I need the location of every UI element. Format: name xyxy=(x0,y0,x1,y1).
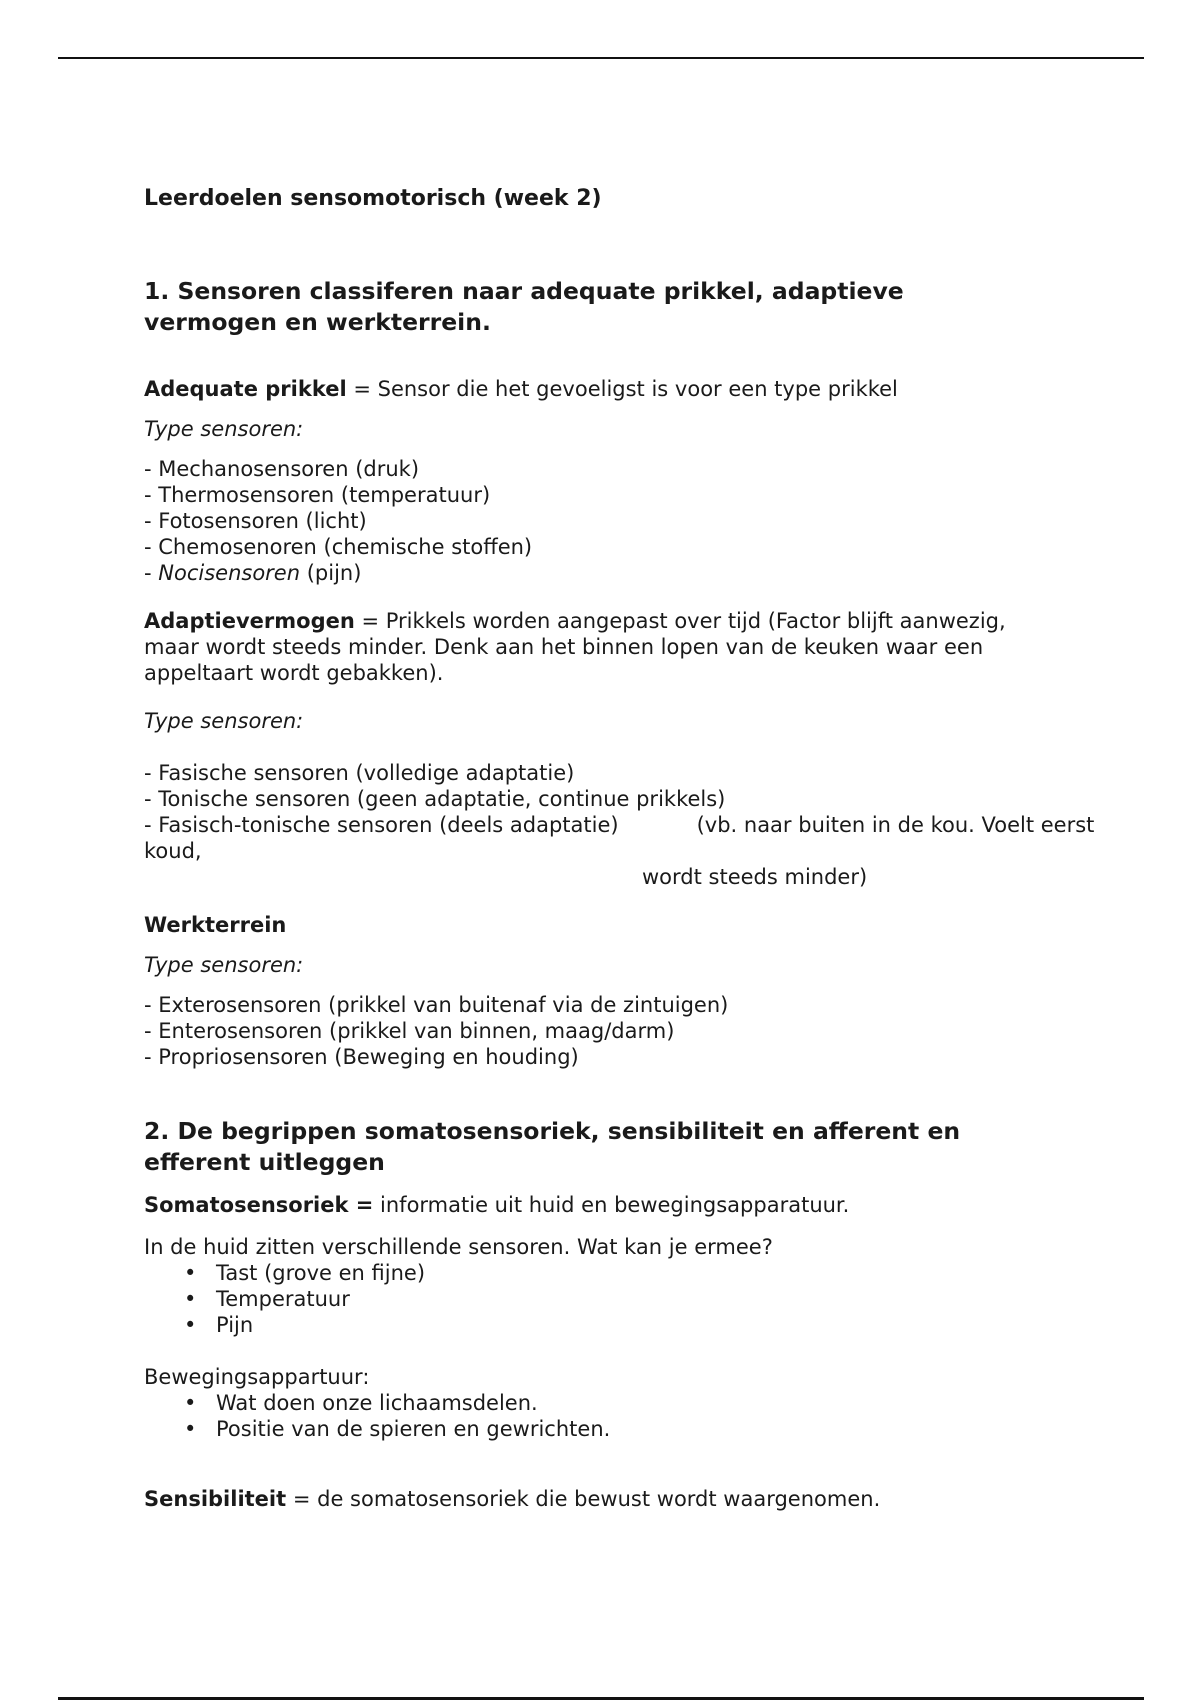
list-item: - Nocisensoren (pijn) xyxy=(144,561,362,585)
list-item: • Positie van de spieren en gewrichten. xyxy=(184,1417,611,1441)
adequate-prikkel-term: Adequate prikkel xyxy=(144,377,347,401)
list-item: - Tonische sensoren (geen adaptatie, continue prikkels) xyxy=(144,787,726,811)
list-item: - Propriosensoren (Beweging en houding) xyxy=(144,1045,579,1069)
list-item: - Chemosenoren (chemische stoffen) xyxy=(144,535,533,559)
type-sensoren-label-1: Type sensoren: xyxy=(144,417,304,441)
document-title: Leerdoelen sensomotorisch (week 2) xyxy=(144,186,602,211)
sensibiliteit-term: Sensibiliteit xyxy=(144,1487,287,1511)
bullet-icon: • xyxy=(184,1261,197,1285)
list-item: wordt steeds minder) xyxy=(642,865,868,889)
document-page xyxy=(144,184,1104,1512)
list-item: • Wat doen onze lichaamsdelen. xyxy=(184,1391,538,1415)
section-1-heading: 1. Sensoren classiferen naar adequate prikkel, adaptieve vermogen en werkterrein. xyxy=(144,277,904,336)
adaptievermogen-term: Adaptievermogen xyxy=(144,609,355,633)
list-item: - Mechanosensoren (druk) xyxy=(144,457,420,481)
huid-intro: In de huid zitten verschillende sensoren. Wat kan je ermee? xyxy=(144,1235,773,1259)
list-item: • Tast (grove en fijne) xyxy=(184,1261,426,1285)
list-item: • Temperatuur xyxy=(184,1287,350,1311)
list-item: - Enterosensoren (prikkel van binnen, maag/darm) xyxy=(144,1019,675,1043)
werkterrein-sensor-list xyxy=(144,992,1104,1070)
top-rule xyxy=(58,57,1144,59)
list-item: - Fasisch-tonische sensoren (deels adaptatie) (vb. naar buiten in de kou. Voelt eerst koud, xyxy=(144,813,1095,863)
somatosensoriek-term: Somatosensoriek = xyxy=(144,1193,374,1217)
bullet-icon: • xyxy=(184,1391,197,1415)
bullet-icon: • xyxy=(184,1287,197,1311)
werkterrein-heading: Werkterrein xyxy=(144,913,287,937)
sensibiliteit-definition: Sensibiliteit = de somatosensoriek die bewust wordt waargenomen. xyxy=(144,1487,881,1511)
type-sensoren-label-3: Type sensoren: xyxy=(144,953,304,977)
section-2-heading: 2. De begrippen somatosensoriek, sensibiliteit en afferent en efferent uitleggen xyxy=(144,1117,961,1176)
somatosensoriek-definition: Somatosensoriek = informatie uit huid en bewegingsapparatuur. xyxy=(144,1193,850,1217)
list-item: • Pijn xyxy=(184,1313,254,1337)
list-item: - Thermosensoren (temperatuur) xyxy=(144,483,491,507)
adequate-prikkel-definition: Adequate prikkel = Sensor die het gevoeligst is voor een type prikkel xyxy=(144,377,898,401)
adequate-sensor-list xyxy=(144,456,1104,586)
list-item: - Fotosensoren (licht) xyxy=(144,509,367,533)
bewegingsapparatuur-intro: Bewegingsappartuur: xyxy=(144,1365,370,1389)
bullet-icon: • xyxy=(184,1417,197,1441)
bullet-icon: • xyxy=(184,1313,197,1337)
list-item: - Fasische sensoren (volledige adaptatie) xyxy=(144,761,575,785)
adaptie-sensor-list xyxy=(144,760,1104,890)
adaptievermogen-definition: Adaptievermogen = Prikkels worden aangepast over tijd (Factor blijft aanwezig, maar wordt steeds minder. Denk aan het binnen lopen van de keuken waar een appeltaart wordt gebakken). xyxy=(144,609,1006,685)
list-item: - Exterosensoren (prikkel van buitenaf via de zintuigen) xyxy=(144,993,729,1017)
type-sensoren-label-2: Type sensoren: xyxy=(144,709,304,733)
beweging-bullet-list xyxy=(144,1390,1104,1442)
huid-bullet-list xyxy=(144,1260,1104,1338)
